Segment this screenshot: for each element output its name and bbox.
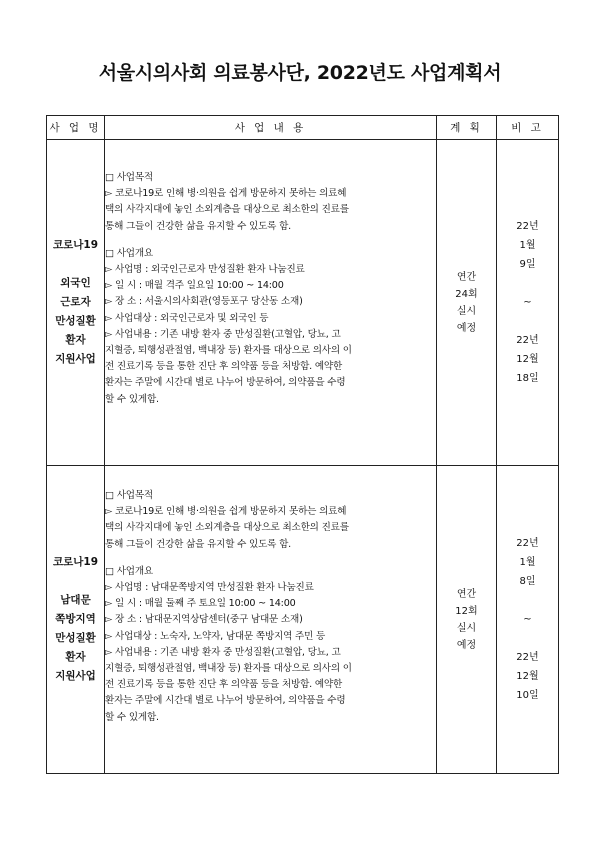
header-plan: 계 획 — [437, 116, 497, 140]
purpose-line: 통해 그들이 건강한 삶을 유지할 수 있도록 함. — [105, 538, 292, 550]
overview-line: ▻ 사업내용 : 기존 내방 환자 중 만성질환(고혈압, 당뇨, 고 — [105, 328, 341, 340]
document-title: 서울시의사회 의료봉사단, 2022년도 사업계획서 — [98, 62, 502, 84]
purpose-line: 택의 사각지대에 놓인 소외계층을 대상으로 최소한의 진료를 — [105, 204, 349, 216]
project-name-line: 지원사업 — [55, 353, 96, 365]
project-name-spacer — [47, 572, 104, 591]
period-spacer — [497, 591, 558, 610]
purpose-line: 택의 사각지대에 놓인 소외계층을 대상으로 최소한의 진료를 — [105, 522, 349, 534]
project-name-line: 남대문 — [60, 594, 91, 606]
plan-line: 12회 — [455, 605, 478, 617]
period-line: 8일 — [519, 576, 536, 587]
plan-table — [46, 115, 559, 774]
period-line: 22년 — [516, 652, 539, 663]
project-name-line: 근로자 — [60, 296, 91, 308]
header-note: 비 고 — [497, 116, 559, 140]
project-plan — [437, 466, 497, 774]
overview-line: ▻ 장 소 : 서울시의사회관(영등포구 당산동 소재) — [105, 296, 303, 308]
overview-line: ▻ 사업대상 : 외국인근로자 및 외국인 등 — [105, 312, 269, 324]
overview-line: ▻ 사업명 : 남대문쪽방지역 만성질환 환자 나눔진료 — [105, 582, 314, 594]
overview-line: 할 수 있게함. — [105, 711, 159, 723]
period-line: 10일 — [516, 690, 539, 701]
project-name-line: 쪽방지역 — [55, 613, 96, 625]
overview-line: 환자는 주말에 시간대 별로 나누어 방문하여, 의약품을 수령 — [105, 695, 346, 707]
project-name-line: 코로나19 — [52, 556, 99, 568]
project-name-line: 환자 — [65, 651, 86, 663]
period-spacer — [497, 312, 558, 331]
plan-line: 24회 — [455, 288, 478, 300]
project-name-line: 지원사업 — [55, 670, 96, 682]
purpose-line: 통해 그들이 건강한 삶을 유지할 수 있도록 함. — [105, 220, 292, 232]
plan-line: 연간 — [456, 588, 477, 600]
project-name-line: 만성질환 — [55, 315, 96, 327]
project-period — [497, 140, 559, 466]
plan-line: 실시 — [456, 622, 477, 634]
overview-line: ▻ 사업대상 : 노숙자, 노약자, 남대문 쪽방지역 주민 등 — [105, 630, 326, 642]
project-name — [47, 140, 105, 466]
overview-title: □ 사업개요 — [105, 565, 153, 577]
period-line: ~ — [523, 297, 532, 308]
plan-line: 실시 — [456, 305, 477, 317]
period-line: 1월 — [519, 557, 536, 568]
header-name: 사 업 명 — [47, 116, 105, 140]
overview-line: 지혈증, 퇴행성관절염, 백내장 등) 환자를 대상으로 의사의 이 — [105, 663, 352, 675]
project-content — [105, 140, 437, 466]
table-row — [47, 140, 559, 466]
period-spacer — [497, 629, 558, 648]
project-name-line: 코로나19 — [52, 239, 99, 251]
project-name-line: 환자 — [65, 334, 86, 346]
overview-line: 환자는 주말에 시간대 별로 나누어 방문하여, 의약품을 수령 — [105, 377, 346, 389]
table-header-row — [47, 116, 559, 140]
overview-line: 지혈증, 퇴행성관절염, 백내장 등) 환자를 대상으로 의사의 이 — [105, 345, 352, 357]
overview-line: ▻ 사업내용 : 기존 내방 환자 중 만성질환(고혈압, 당뇨, 고 — [105, 646, 341, 658]
purpose-line: ▻ 코로나19로 인해 병·의원을 쉽게 방문하지 못하는 의료혜 — [105, 506, 347, 518]
project-period — [497, 466, 559, 774]
overview-line: ▻ 일 시 : 매월 둘째 주 토요일 10:00 ~ 14:00 — [105, 598, 296, 610]
period-line: 22년 — [516, 538, 539, 549]
project-name-spacer — [47, 255, 104, 274]
overview-line: ▻ 장 소 : 남대문지역상담센터(중구 남대문 소재) — [105, 614, 303, 626]
period-line: 1월 — [519, 240, 536, 251]
period-line: 22년 — [516, 221, 539, 232]
period-line: 12월 — [516, 354, 539, 365]
overview-title: □ 사업개요 — [105, 247, 153, 259]
plan-line: 예정 — [456, 639, 477, 651]
period-line: 9일 — [519, 259, 536, 270]
period-spacer — [497, 274, 558, 293]
project-content — [105, 466, 437, 774]
project-name-line: 만성질환 — [55, 632, 96, 644]
period-line: ~ — [523, 614, 532, 625]
period-line: 22년 — [516, 335, 539, 346]
overview-line: ▻ 사업명 : 외국인근로자 만성질환 환자 나눔진료 — [105, 264, 305, 276]
header-content: 사 업 내 용 — [105, 116, 437, 140]
period-line: 18일 — [516, 373, 539, 384]
purpose-title: □ 사업목적 — [105, 490, 153, 501]
project-name-line: 외국인 — [60, 277, 91, 289]
overview-line: ▻ 일 시 : 매월 격주 일요일 10:00 ~ 14:00 — [105, 280, 284, 292]
purpose-title: □ 사업목적 — [105, 172, 153, 183]
plan-line: 예정 — [456, 322, 477, 334]
plan-line: 연간 — [456, 271, 477, 283]
overview-line: 할 수 있게함. — [105, 393, 159, 405]
project-plan — [437, 140, 497, 466]
overview-line: 전 진료기록 등을 통한 진단 후 의약품 등을 처방함. 예약한 — [105, 361, 343, 373]
period-line: 12월 — [516, 671, 539, 682]
purpose-line: ▻ 코로나19로 인해 병·의원을 쉽게 방문하지 못하는 의료혜 — [105, 188, 347, 200]
table-row — [47, 466, 559, 774]
project-name — [47, 466, 105, 774]
overview-line: 전 진료기록 등을 통한 진단 후 의약품 등을 처방함. 예약한 — [105, 679, 343, 691]
